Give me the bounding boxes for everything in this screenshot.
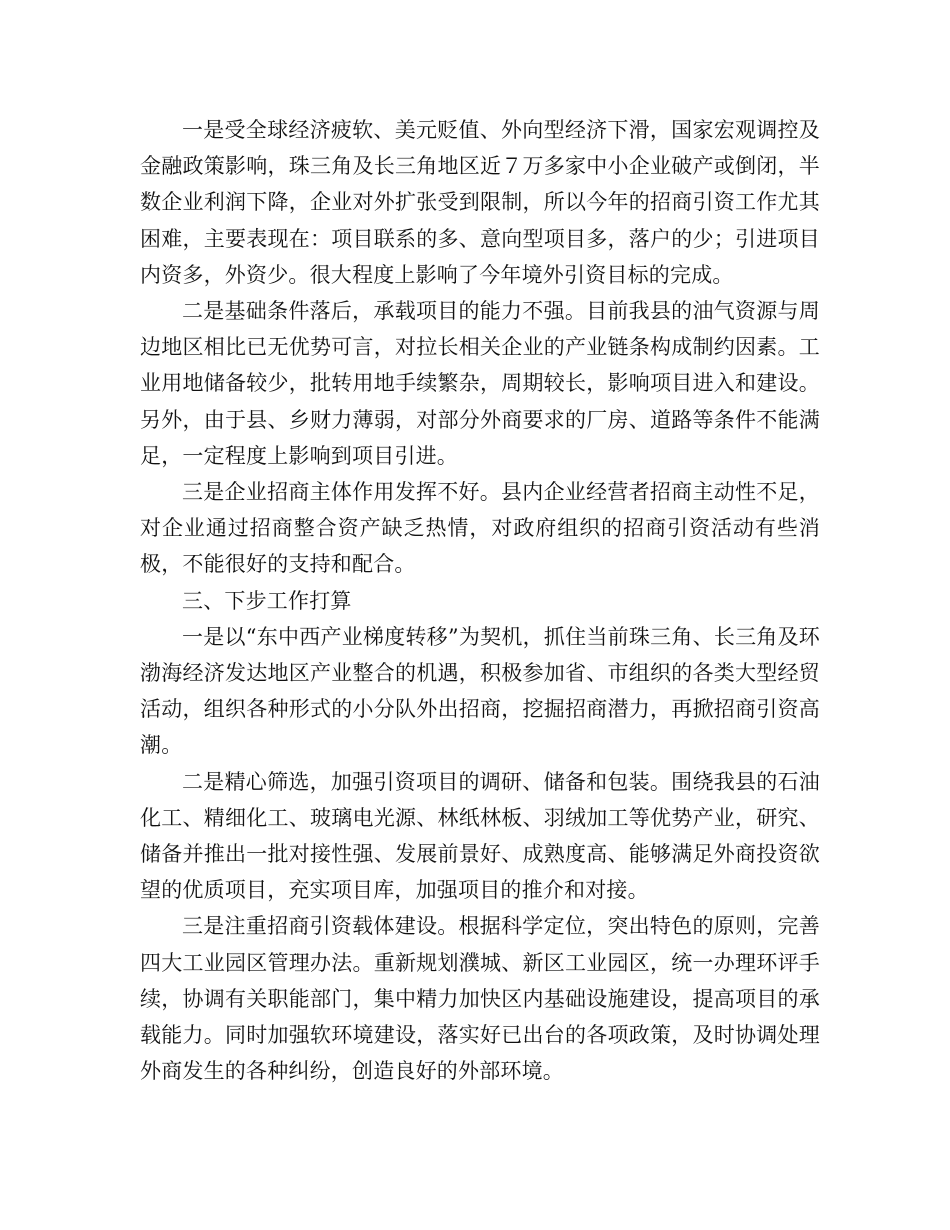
document-body	[140, 112, 820, 1089]
paragraph-problem-two: 二是基础条件落后，承载项目的能力不强。目前我县的油气资源与周边地区相比已无优势可言，对拉长相关企业的产业链条构成制约因素。工业用地储备较少，批转用地手续繁杂，周期较长，影响项目进入和建设。另外，由于县、乡财力薄弱，对部分外商要求的厂房、道路等条件不能满足，一定程度上影响到项目引进。	[140, 299, 820, 468]
paragraph-plan-three: 三是注重招商引资载体建设。根据科学定位，突出特色的原则，完善四大工业园区管理办法。重新规划濮城、新区工业园区，统一办理环评手续，协调有关职能部门，集中精力加快区内基础设施建设，提高项目的承载能力。同时加强软环境建设，落实好已出台的各项政策，及时协调处理外商发生的各种纠纷，创造良好的外部环境。	[140, 914, 820, 1084]
paragraph-problem-three: 三是企业招商主体作用发挥不好。县内企业经营者招商主动性不足，对企业通过招商整合资产缺乏热情，对政府组织的招商引资活动有些消极，不能很好的支持和配合。	[140, 480, 820, 577]
paragraph-plan-two: 二是精心筛选，加强引资项目的调研、储备和包装。围绕我县的石油化工、精细化工、玻璃电光源、林纸林板、羽绒加工等优势产业，研究、储备并推出一批对接性强、发展前景好、成熟度高、能够满足外商投资欲望的优质项目，充实项目库，加强项目的推介和对接。	[140, 769, 820, 903]
paragraph-plan-one: 一是以“东中西产业梯度转移”为契机，抓住当前珠三角、长三角及环渤海经济发达地区产业整合的机遇，积极参加省、市组织的各类大型经贸活动，组织各种形式的小分队外出招商，挖掘招商潜力，再掀招商引资高潮。	[140, 624, 820, 758]
section-heading: 三、下步工作打算	[182, 588, 352, 613]
paragraph-problem-one: 一是受全球经济疲软、美元贬值、外向型经济下滑，国家宏观调控及金融政策影响，珠三角及长三角地区近７万多家中小企业破产或倒闭，半数企业利润下降，企业对外扩张受到限制，所以今年的招商引资工作尤其困难，主要表现在：项目联系的多、意向型项目多，落户的少；引进项目内资多，外资少。很大程度上影响了今年境外引资目标的完成。	[140, 118, 820, 287]
